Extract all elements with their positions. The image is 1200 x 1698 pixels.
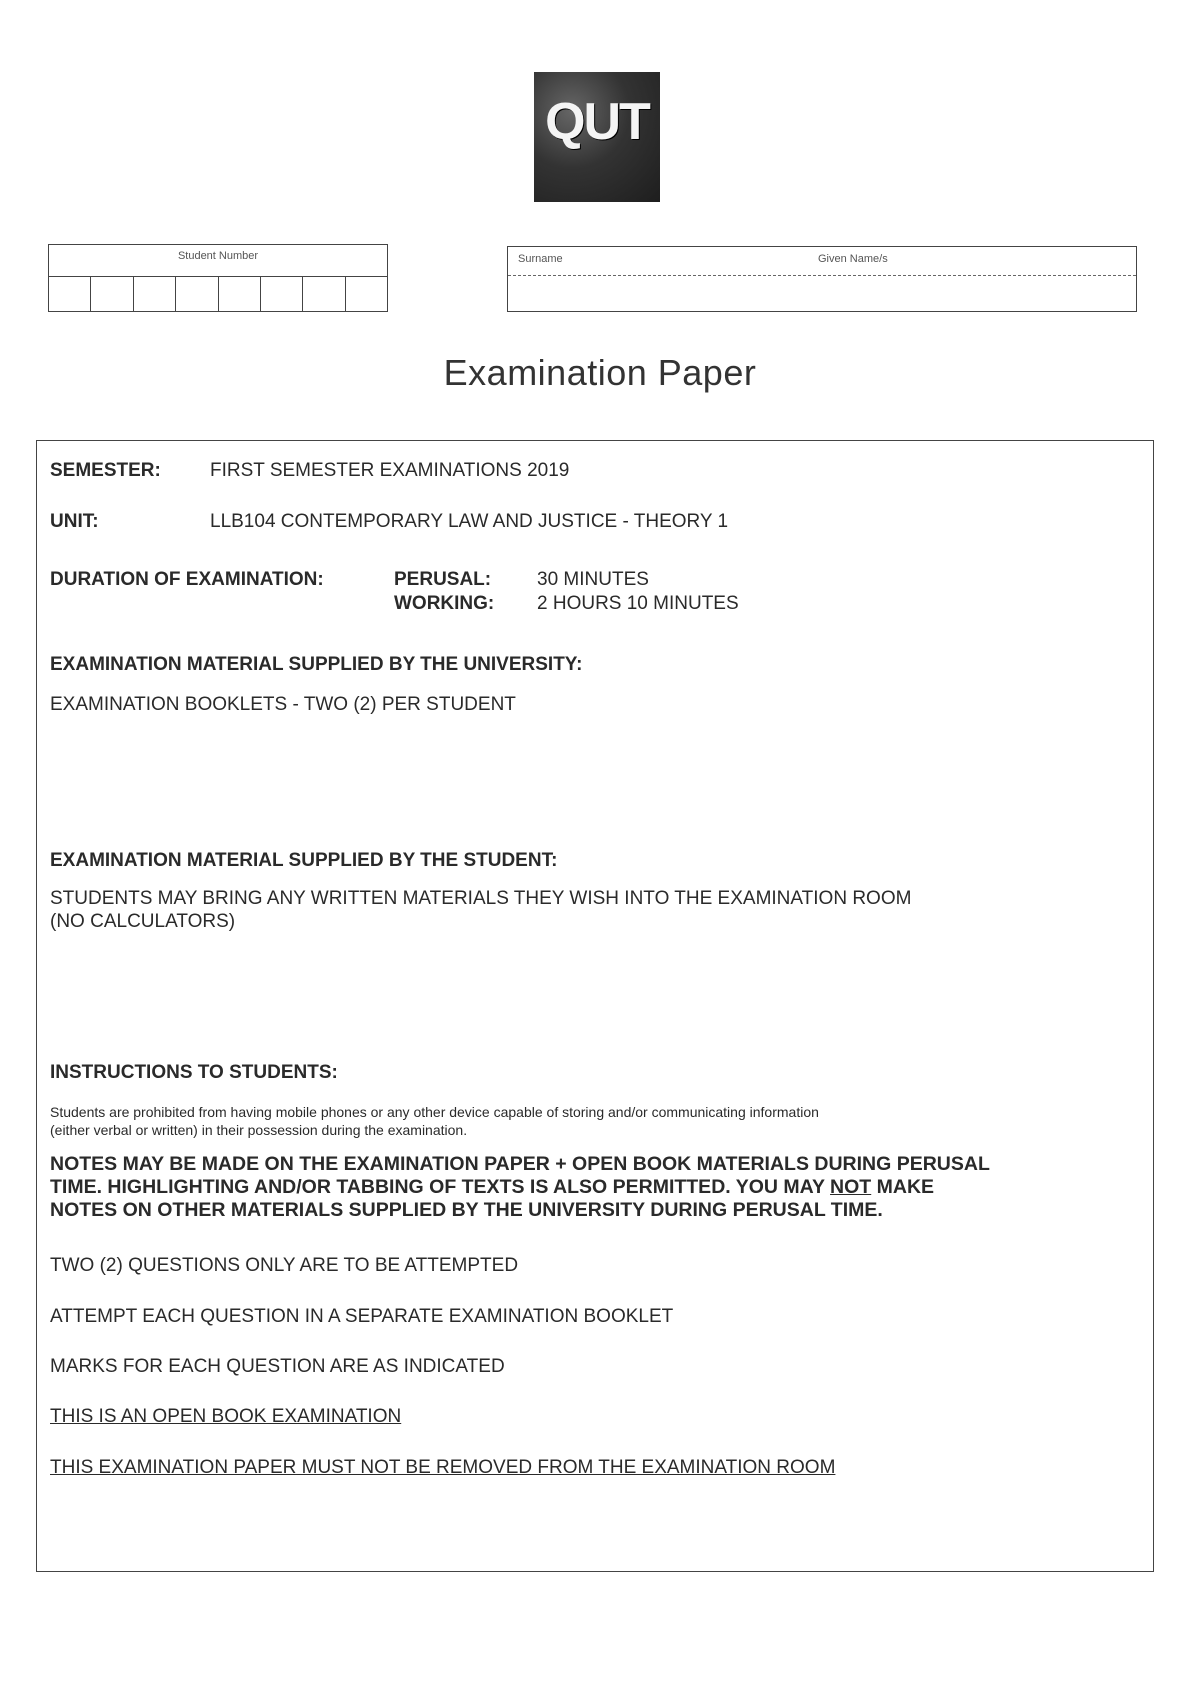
page-title: Examination Paper (443, 352, 757, 393)
working-label: WORKING: (394, 593, 495, 614)
given-names-label: Given Name/s (818, 253, 888, 265)
name-box (507, 246, 1137, 312)
not-removed-notice: THIS EXAMINATION PAPER MUST NOT BE REMOVED FROM THE EXAMINATION ROOM (50, 1457, 836, 1478)
student-material-line1: STUDENTS MAY BRING ANY WRITTEN MATERIALS THEY WISH INTO THE EXAMINATION ROOM (50, 888, 912, 909)
student-number-cell (303, 277, 345, 311)
notes-line2 (50, 1176, 934, 1199)
student-number-cell (261, 277, 303, 311)
perusal-value: 30 MINUTES (537, 569, 649, 590)
student-number-cell (176, 277, 218, 311)
unit-label: UNIT: (50, 511, 99, 532)
exam-details-box (36, 440, 1154, 1572)
notes-line2-start: TIME. HIGHLIGHTING AND/OR TABBING OF TEXTS IS ALSO PERMITTED. YOU MAY (50, 1176, 831, 1198)
student-number-cell (134, 277, 176, 311)
notes-line2-end: MAKE (871, 1176, 935, 1198)
student-number-box (48, 244, 388, 312)
working-value: 2 HOURS 10 MINUTES (537, 593, 739, 614)
student-number-cell (91, 277, 133, 311)
duration-label: DURATION OF EXAMINATION: (50, 569, 324, 590)
name-divider (508, 275, 1136, 276)
surname-label: Surname (518, 253, 563, 265)
notes-line3: NOTES ON OTHER MATERIALS SUPPLIED BY THE UNIVERSITY DURING PERUSAL TIME. (50, 1199, 883, 1221)
logo-text: QUT (545, 93, 649, 151)
student-number-cell (346, 277, 387, 311)
marks-instruction: MARKS FOR EACH QUESTION ARE AS INDICATED (50, 1356, 505, 1377)
student-material-line2: (NO CALCULATORS) (50, 911, 236, 932)
university-material-text: EXAMINATION BOOKLETS - TWO (2) PER STUDENT (50, 694, 516, 715)
phones-line2: (either verbal or written) in their possession during the examination. (50, 1122, 468, 1138)
university-material-heading: EXAMINATION MATERIAL SUPPLIED BY THE UNIVERSITY: (50, 654, 583, 675)
qut-logo (534, 72, 660, 202)
student-number-label: Student Number (177, 250, 259, 262)
unit-value: LLB104 CONTEMPORARY LAW AND JUSTICE - THEORY 1 (210, 511, 729, 532)
two-questions-instruction: TWO (2) QUESTIONS ONLY ARE TO BE ATTEMPTED (50, 1255, 519, 1276)
perusal-label: PERUSAL: (394, 569, 492, 590)
student-material-heading: EXAMINATION MATERIAL SUPPLIED BY THE STUDENT: (50, 850, 558, 871)
notes-line2-not: NOT (830, 1176, 872, 1198)
student-number-cell (49, 277, 91, 311)
open-book-notice: THIS IS AN OPEN BOOK EXAMINATION (50, 1406, 402, 1427)
semester-label: SEMESTER: (50, 460, 161, 481)
phones-line1: Students are prohibited from having mobile phones or any other device capable of storing and/or communicating information (50, 1104, 819, 1120)
notes-line1: NOTES MAY BE MADE ON THE EXAMINATION PAPER + OPEN BOOK MATERIALS DURING PERUSAL (50, 1153, 990, 1175)
separate-booklet-instruction: ATTEMPT EACH QUESTION IN A SEPARATE EXAMINATION BOOKLET (50, 1306, 674, 1327)
student-number-cell (219, 277, 261, 311)
student-number-cells (49, 276, 387, 311)
instructions-heading: INSTRUCTIONS TO STUDENTS: (50, 1062, 338, 1083)
semester-value: FIRST SEMESTER EXAMINATIONS 2019 (210, 460, 570, 481)
